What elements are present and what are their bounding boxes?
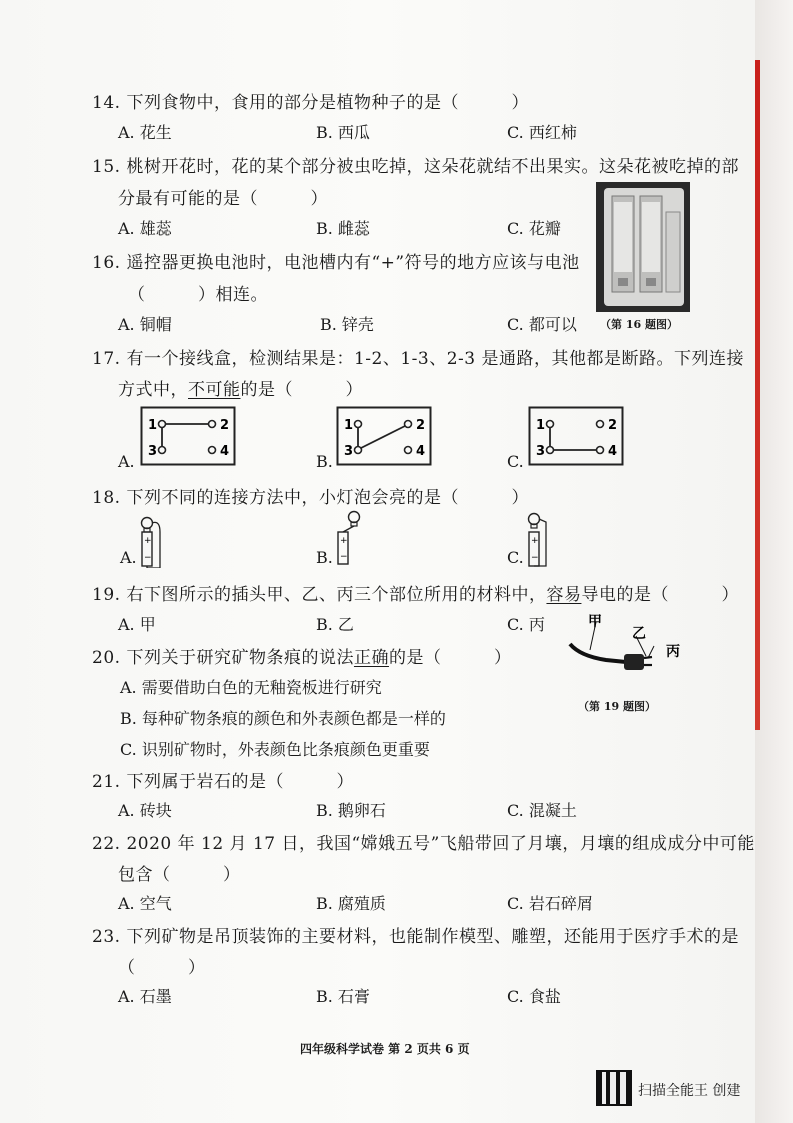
q17-wiring-box-a bbox=[140, 406, 236, 466]
q14-option-b: B. 西瓜 bbox=[316, 123, 370, 142]
scanner-watermark: 扫描全能王 创建 bbox=[638, 1083, 741, 1099]
q23-option-c: C. 食盐 bbox=[507, 987, 561, 1006]
q17-stem-line1: 17. 有一个接线盒，检测结果是：1-2、1-3、2-3 是通路，其他都是断路。下列连接 bbox=[92, 349, 744, 369]
q21-option-c: C. 混凝土 bbox=[507, 801, 577, 820]
q20-stem-suffix: 的是（ ） bbox=[388, 648, 512, 668]
q20-stem-prefix: 20. 下列关于研究矿物条痕的说法 bbox=[92, 648, 354, 668]
plug-label-jia: 甲 bbox=[588, 614, 602, 630]
q17-option-a: A. bbox=[118, 452, 135, 471]
q17-c-terminal-3: 3 bbox=[536, 444, 546, 459]
scan-edge bbox=[755, 0, 793, 1123]
q22-option-a: A. 空气 bbox=[118, 894, 172, 913]
plug-label-bing: 丙 bbox=[666, 644, 680, 660]
q23-stem-line1: 23. 下列矿物是吊顶装饰的主要材料，也能制作模型、雕塑，还能用于医疗手术的是 bbox=[92, 927, 739, 947]
q19-option-c: C. 丙 bbox=[507, 615, 545, 634]
q17-c-terminal-1: 1 bbox=[536, 418, 546, 433]
q19-stem-emphasis: 容易 bbox=[546, 585, 582, 605]
q17-wiring-box-b bbox=[336, 406, 432, 466]
q19-option-a: A. 甲 bbox=[118, 615, 156, 634]
q18-bulb-circuit-a bbox=[138, 512, 166, 568]
q21-option-a: A. 砖块 bbox=[118, 801, 172, 820]
q17-b-terminal-2: 2 bbox=[416, 418, 426, 433]
q19-option-b: B. 乙 bbox=[316, 615, 354, 634]
q23-option-a: A. 石墨 bbox=[118, 987, 172, 1006]
plug-figure bbox=[566, 608, 696, 688]
q17-wiring-box-c bbox=[528, 406, 624, 466]
q18-option-c: C. bbox=[507, 548, 524, 567]
q14-stem: 14. 下列食物中，食用的部分是植物种子的是（ ） bbox=[92, 93, 529, 113]
q17-stem-suffix: 的是（ ） bbox=[240, 380, 363, 400]
q17-a-terminal-3: 3 bbox=[148, 444, 158, 459]
q17-stem-line2 bbox=[118, 375, 363, 400]
q20-stem-emphasis: 正确 bbox=[353, 648, 389, 668]
q15-option-c: C. 花瓣 bbox=[507, 219, 561, 238]
q22-stem-line2: 包含（ ） bbox=[118, 865, 241, 885]
plug-label-yi: 乙 bbox=[632, 626, 646, 642]
q16-figure-caption: （第 16 题图） bbox=[600, 318, 678, 331]
q16-stem-line1: 16. 遥控器更换电池时，电池槽内有“+”符号的地方应该与电池 bbox=[92, 253, 580, 273]
q18-a-plus: + bbox=[144, 536, 152, 546]
q19-stem bbox=[92, 580, 739, 605]
q15-stem-line2: 分最有可能的是（ ） bbox=[118, 189, 328, 209]
q18-option-b: B. bbox=[316, 548, 333, 567]
q20-stem bbox=[92, 643, 511, 668]
q18-c-plus: + bbox=[531, 536, 539, 546]
q16-option-b: B. 锌壳 bbox=[320, 315, 374, 334]
q14-option-a: A. 花生 bbox=[118, 123, 172, 142]
q18-option-a: A. bbox=[120, 548, 137, 567]
q15-stem-line1: 15. 桃树开花时，花的某个部分被虫吃掉，这朵花就结不出果实。这朵花被吃掉的部 bbox=[92, 157, 739, 177]
q16-option-a: A. 铜帽 bbox=[118, 315, 172, 334]
q18-a-minus: − bbox=[144, 553, 152, 563]
q14-option-c: C. 西红柿 bbox=[507, 123, 577, 142]
q18-bulb-circuit-c bbox=[524, 510, 554, 568]
q17-option-c: C. bbox=[507, 452, 524, 471]
q17-b-terminal-3: 3 bbox=[344, 444, 354, 459]
q18-c-minus: − bbox=[531, 553, 539, 563]
battery-compartment-photo bbox=[596, 182, 690, 312]
q21-stem: 21. 下列属于岩石的是（ ） bbox=[92, 772, 354, 792]
red-edge-strip bbox=[755, 60, 760, 730]
q17-stem-emphasis: 不可能 bbox=[188, 380, 241, 400]
page-footer: 四年级科学试卷 第 2 页共 6 页 bbox=[300, 1042, 470, 1056]
q16-stem-line2: （ ）相连。 bbox=[128, 285, 268, 305]
q17-b-terminal-1: 1 bbox=[344, 418, 354, 433]
q15-option-b: B. 雌蕊 bbox=[316, 219, 370, 238]
q17-c-terminal-2: 2 bbox=[608, 418, 618, 433]
q20-option-a: A. 需要借助白色的无釉瓷板进行研究 bbox=[120, 678, 382, 697]
q16-option-c: C. 都可以 bbox=[507, 315, 577, 334]
q18-b-plus: + bbox=[340, 536, 348, 546]
q18-bulb-circuit-b bbox=[334, 508, 364, 566]
q17-a-terminal-4: 4 bbox=[220, 444, 230, 459]
q19-figure-caption: （第 19 题图） bbox=[578, 700, 656, 713]
q17-a-terminal-2: 2 bbox=[220, 418, 230, 433]
q17-a-terminal-1: 1 bbox=[148, 418, 158, 433]
q20-option-c: C. 识别矿物时，外表颜色比条痕颜色更重要 bbox=[120, 740, 430, 759]
q23-option-b: B. 石膏 bbox=[316, 987, 370, 1006]
q21-option-b: B. 鹅卵石 bbox=[316, 801, 386, 820]
q20-option-b: B. 每种矿物条痕的颜色和外表颜色都是一样的 bbox=[120, 709, 446, 728]
q17-option-b: B. bbox=[316, 452, 333, 471]
q17-c-terminal-4: 4 bbox=[608, 444, 618, 459]
q15-option-a: A. 雄蕊 bbox=[118, 219, 172, 238]
q23-stem-line2: （ ） bbox=[118, 958, 206, 978]
q17-b-terminal-4: 4 bbox=[416, 444, 426, 459]
q18-b-minus: − bbox=[340, 552, 348, 562]
qr-code-icon bbox=[596, 1070, 632, 1106]
q19-stem-prefix: 19. 右下图所示的插头甲、乙、丙三个部位所用的材料中， bbox=[92, 585, 547, 605]
q19-stem-suffix: 导电的是（ ） bbox=[581, 585, 739, 605]
q22-stem-line1: 22. 2020 年 12 月 17 日，我国“嫦娥五号”飞船带回了月壤，月壤的组成成分中可能 bbox=[92, 834, 755, 854]
q22-option-c: C. 岩石碎屑 bbox=[507, 894, 593, 913]
q22-option-b: B. 腐殖质 bbox=[316, 894, 386, 913]
q17-stem-prefix: 方式中， bbox=[118, 380, 188, 400]
q18-stem: 18. 下列不同的连接方法中，小灯泡会亮的是（ ） bbox=[92, 488, 529, 508]
